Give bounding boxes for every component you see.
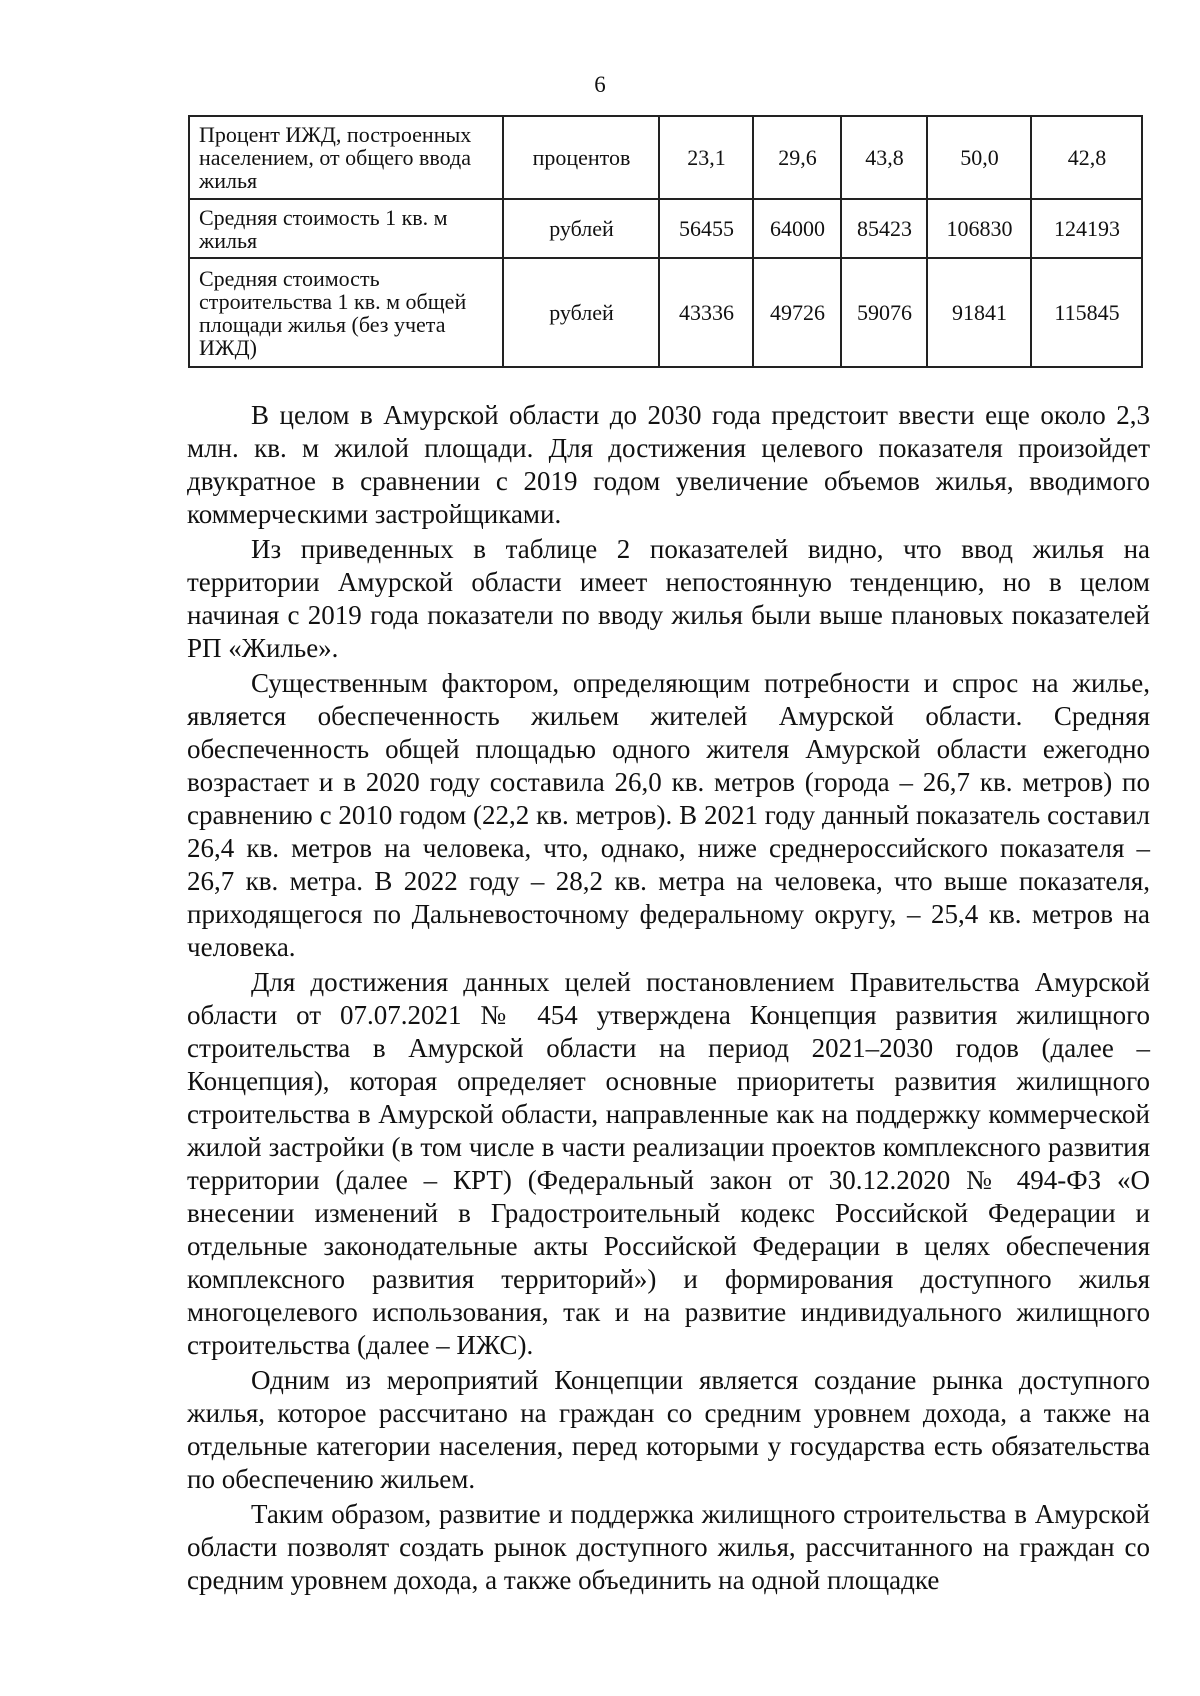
row-unit: рублей [503,258,659,367]
table-cell: 59076 [841,258,927,367]
table-cell: 106830 [927,199,1031,258]
row-unit: процентов [503,116,659,199]
row-label: Средняя стоимость строительства 1 кв. м общей площади жилья (без учета ИЖД) [189,258,503,367]
body-text [187,399,1150,1599]
table-cell: 124193 [1031,199,1142,258]
row-unit: рублей [503,199,659,258]
table-cell: 42,8 [1031,116,1142,199]
table-cell: 64000 [753,199,841,258]
row-label: Процент ИЖД, построенных населением, от общего ввода жилья [189,116,503,199]
table-cell: 56455 [659,199,753,258]
paragraph: Для достижения данных целей постановлением Правительства Амурской области от 07.07.2021 № 454 утверждена Концепция развития жилищного строительства в Амурской области на период 2021–2030 годов (далее – Концепция), которая определяет основные приоритеты развития жилищного строительства в Амурской области, направленные как на поддержку коммерческой жилой застройки (в том числе в части реализации проектов комплексного развития территории (далее – КРТ) (Федеральный закон от 30.12.2020 № 494-ФЗ «О внесении изменений в Градостроительный кодекс Российской Федерации и отдельные законодательные акты Российской Федерации в целях обеспечения комплексного развития территорий») и формирования доступного жилья многоцелевого использования, так и на развитие индивидуального жилищного строительства (далее – ИЖС). [187,967,1150,1360]
table-row [189,116,1142,199]
table-row [189,199,1142,258]
paragraph: Одним из мероприятий Концепции является создание рынка доступного жилья, которое рассчитано на граждан со средним уровнем дохода, а также на отдельные категории населения, перед которыми у государства есть обязательства по обеспечению жильем. [187,1365,1150,1494]
table-cell: 50,0 [927,116,1031,199]
table-cell: 49726 [753,258,841,367]
table-row [189,258,1142,367]
row-label: Средняя стоимость 1 кв. м жилья [189,199,503,258]
table-cell: 43336 [659,258,753,367]
paragraph: Существенным фактором, определяющим потребности и спрос на жилье, является обеспеченность жильем жителей Амурской области. Средняя обеспеченность общей площадью одного жителя Амурской области ежегодно возрастает и в 2020 году составила 26,0 кв. метров (города – 26,7 кв. метров) по сравнению с 2010 годом (22,2 кв. метров). В 2021 году данный показатель составил 26,4 кв. метров на человека, что, однако, ниже среднероссийского показателя – 26,7 кв. метра. В 2022 году – 28,2 кв. метра на человека, что выше показателя, приходящегося по Дальневосточному федеральному округу, – 25,4 кв. метров на человека. [187,668,1150,962]
housing-indicators-table [188,115,1143,368]
table-cell: 85423 [841,199,927,258]
table-cell: 115845 [1031,258,1142,367]
paragraph: Из приведенных в таблице 2 показателей видно, что ввод жилья на территории Амурской области имеет непостоянную тенденцию, но в целом начиная с 2019 года показатели по вводу жилья были выше плановых показателей РП «Жилье». [187,534,1150,663]
paragraph: В целом в Амурской области до 2030 года предстоит ввести еще около 2,3 млн. кв. м жилой площади. Для достижения целевого показателя произойдет двукратное в сравнении с 2019 годом увеличение объемов жилья, вводимого коммерческими застройщиками. [187,400,1150,529]
paragraph: Таким образом, развитие и поддержка жилищного строительства в Амурской области позволят создать рынок доступного жилья, рассчитанного на граждан со средним уровнем дохода, а также объединить на одной площадке [187,1499,1150,1595]
table-cell: 29,6 [753,116,841,199]
page-number: 6 [594,72,606,97]
table-cell: 91841 [927,258,1031,367]
table-cell: 43,8 [841,116,927,199]
table-cell: 23,1 [659,116,753,199]
